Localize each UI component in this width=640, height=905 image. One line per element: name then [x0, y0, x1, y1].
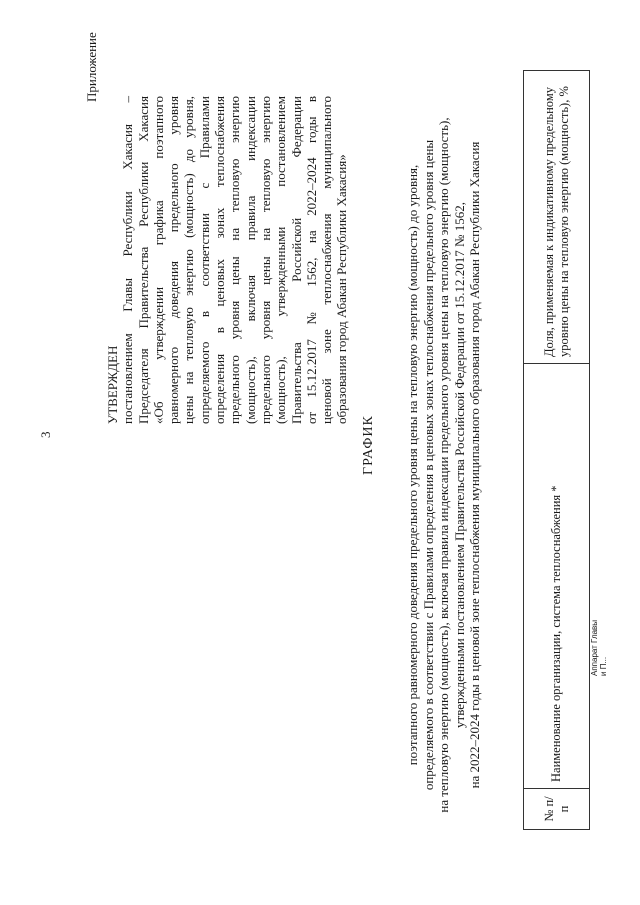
approval-line: определения в ценовых зонах теплоснабжения [212, 96, 228, 424]
office-stamp [590, 596, 608, 676]
column-share-header: Доля, применяемая к индикативному предельному уровню цены на тепловую энергию (мощность), % [524, 71, 590, 364]
approval-line: определяемого в соответствии с Правилами [196, 96, 212, 424]
stamp-line: Аппарат Главы [590, 619, 599, 676]
subtitle-line: утвержденными постановлением Правительства Российской Федерации от 15.12.2017 № 1562, [451, 202, 467, 728]
stamp-line: и П... [599, 656, 608, 676]
annex-label: Приложение [84, 32, 99, 102]
page-number: 3 [38, 431, 53, 438]
approval-line: цены на тепловую энергию (мощность) до уровня, [181, 96, 197, 424]
column-organization-header: Наименование организации, система теплоснабжения * [524, 364, 590, 789]
approval-line: ценовой зоне теплоснабжения муниципального [319, 96, 335, 424]
column-number-header: № п/п [524, 789, 590, 830]
subtitle-line: на 2022–2024 годы в ценовой зоне теплоснабжения муниципального образования город Абакан Республики Хакасия [467, 141, 482, 789]
approval-line: образования город Абакан Республики Хакасия» [334, 154, 350, 424]
approval-line: равномерного доведения предельного уровня [166, 96, 182, 424]
document-subtitle [405, 50, 483, 880]
approval-line: Председателя Правительства Республики Хакасия [135, 96, 151, 424]
approval-line: «Об утверждении графика поэтапного [150, 96, 166, 424]
approval-line: предельного уровня цены на тепловую энергию [227, 96, 243, 424]
subtitle-line: поэтапного равномерного доведения предельного уровня цены на тепловую энергию (мощность) до уровня, [405, 164, 420, 766]
approval-line: Правительства Российской Федерации [288, 96, 304, 424]
subtitle-line: определяемого в соответствии с Правилами определения в ценовых зонах теплоснабжения предельного уровня цены [420, 139, 436, 791]
approval-line: предельного уровня цены на тепловую энергию [257, 96, 273, 424]
document-title: ГРАФИК [361, 415, 376, 475]
approval-line: от 15.12.2017 № 1562, на 2022–2024 годы в [303, 96, 319, 424]
approval-block [105, 96, 350, 424]
approval-heading: УТВЕРЖДЕН [105, 345, 120, 424]
table-header-row [524, 71, 590, 830]
subtitle-line: на тепловую энергию (мощность), включая правила индексации предельного уровня цены на тепловую энергию (мощность), [436, 117, 451, 813]
schedule-table [523, 70, 590, 830]
approval-line: (мощность), включая правила индексации [242, 96, 258, 424]
approval-line: постановлением Главы Республики Хакасия – [120, 96, 136, 424]
approval-line: (мощность), утвержденными постановлением [273, 96, 289, 424]
